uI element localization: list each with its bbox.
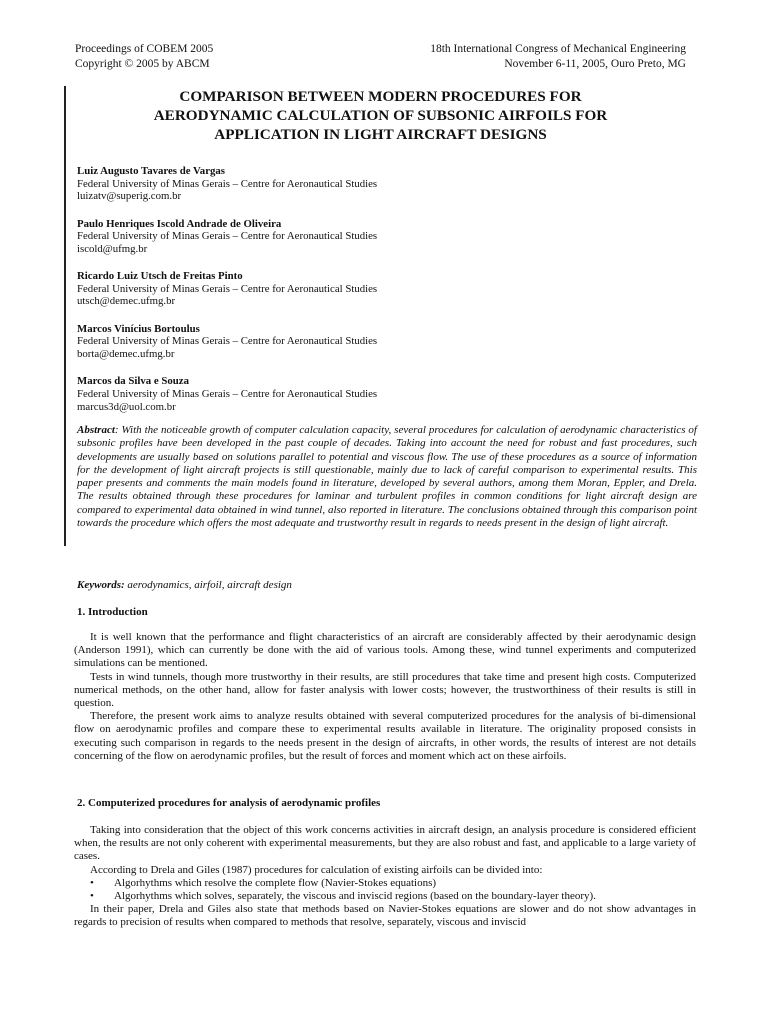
author-name: Marcos da Silva e Souza [77,375,189,388]
author-block [77,165,677,203]
paragraph: Taking into consideration that the object of this work concerns activities in aircraft design, an analysis procedure is considered efficient when, the results are not only coherent with experimental measurements, but they are also robust and fast, and applicable to a large variety of cases. [74,824,696,863]
abstract-label: Abstract [77,424,115,436]
title-line-2: AERODYNAMIC CALCULATION OF SUBSONIC AIRFOILS FOR [153,107,608,124]
author-affiliation: Federal University of Minas Gerais – Centre for Aeronautical Studies [77,230,378,243]
paper-title [75,87,686,144]
paragraph: It is well known that the performance and flight characteristics of an aircraft are considerably affected by their aerodynamic design (Anderson 1991), which can currently be done with the aid of various tools. Among these, wind tunnel experiments and computerized simulations can be mentioned. [74,631,696,670]
section-heading-introduction: 1. Introduction [77,606,148,618]
paragraph: Therefore, the present work aims to analyze results obtained with several computerized procedures for the analysis of bi-dimensional flow on aerodynamic profiles and compare these to experimental results available in literature. The originality proposed consists in executing such comparison in regards to the needs present in the design of aircrafts, in other words, the results of interest are not details concerning of the flow on aerodynamic profiles, but the result of forces and moment which act on these airfoils. [74,710,696,762]
author-affiliation: Federal University of Minas Gerais – Centre for Aeronautical Studies [77,282,378,295]
author-name: Marcos Vinícius Bortoulus [77,322,200,335]
author-block [77,270,677,308]
abstract [77,424,697,530]
congress-name: 18th International Congress of Mechanical Engineering [430,43,686,55]
author-block [77,218,677,256]
procedure-list [74,877,696,903]
title-line-1: COMPARISON BETWEEN MODERN PROCEDURES FOR [179,88,582,105]
paragraph: In their paper, Drela and Giles also state that methods based on Navier-Stokes equations are slower and do not show advantages in regards to precision of results when compared to methods that resolve, separately, viscous and inviscid [74,903,696,929]
section2-body [74,824,696,930]
paragraph: Tests in wind tunnels, though more trustworthy in their results, are still procedures that take time and present high costs. Computerized numerical methods, on the other hand, allow for faster analysis with lower costs; however, the trustworthiness of their results is still in question. [74,670,696,710]
author-name: Paulo Henriques Iscold Andrade de Oliveira [77,217,282,230]
author-block [77,375,677,413]
copyright-line: Copyright © 2005 by ABCM [75,58,210,70]
section-heading-computerized-procedures: 2. Computerized procedures for analysis of aerodynamic profiles [77,797,381,809]
margin-rule [64,86,66,546]
running-header-left [75,42,213,72]
author-affiliation: Federal University of Minas Gerais – Centre for Aeronautical Studies [77,387,378,400]
author-affiliation: Federal University of Minas Gerais – Centre for Aeronautical Studies [77,177,378,190]
author-email[interactable]: luizatv@superig.com.br [77,190,182,203]
author-name: Luiz Augusto Tavares de Vargas [77,165,225,177]
introduction-body [74,631,696,763]
author-block [77,323,677,361]
paragraph: According to Drela and Giles (1987) procedures for calculation of existing airfoils can be divided into: [90,863,543,876]
keywords [77,578,292,592]
keywords-value: aerodynamics, airfoil, aircraft design [127,579,292,591]
list-item: • Algorhythms which resolve the complete flow (Navier-Stokes equations) [74,877,696,890]
conference-proceedings: Proceedings of COBEM 2005 [75,43,214,55]
abstract-text: : With the noticeable growth of computer calculation capacity, several procedures for calculation of aerodynamic characteristics of subsonic profiles have been developed in the past couple of decades. Taking into account the need for robust and fast procedures, such developments are usually based on solutions parallel to potential and viscous flow. The use of these procedures as a source of information for the development of light aircraft projects is still questionable, mainly due to lack of careful comparison to experimental results. This paper presents and comments the main models found in literature, developed by several authors, among them Moran, Eppler, and Drela. The results obtained through these procedures for laminar and turbulent profiles in common conditions for light aircraft design are compared to experimental data obtained in wind tunnel, also reported in literature. The conclusions obtained through this comparison point towards the procedure which offers the most adequate and trustworthy result in regards to needs present in the design of light aircraft. [77,424,697,530]
author-email[interactable]: utsch@demec.ufmg.br [77,295,176,308]
running-header-right [430,42,686,72]
list-item: • Algorhythms which solves, separately, the viscous and inviscid regions (based on the boundary-layer theory). [74,890,696,903]
author-list [77,165,677,428]
congress-date-location: November 6-11, 2005, Ouro Preto, MG [504,58,686,70]
author-affiliation: Federal University of Minas Gerais – Centre for Aeronautical Studies [77,335,378,348]
keywords-label: Keywords: [77,579,125,591]
author-name: Ricardo Luiz Utsch de Freitas Pinto [77,270,243,283]
author-email[interactable]: borta@demec.ufmg.br [77,347,175,360]
author-email[interactable]: marcus3d@uol.com.br [77,400,176,413]
author-email[interactable]: iscold@ufmg.br [77,242,148,255]
title-line-3: APPLICATION IN LIGHT AIRCRAFT DESIGNS [214,126,547,143]
